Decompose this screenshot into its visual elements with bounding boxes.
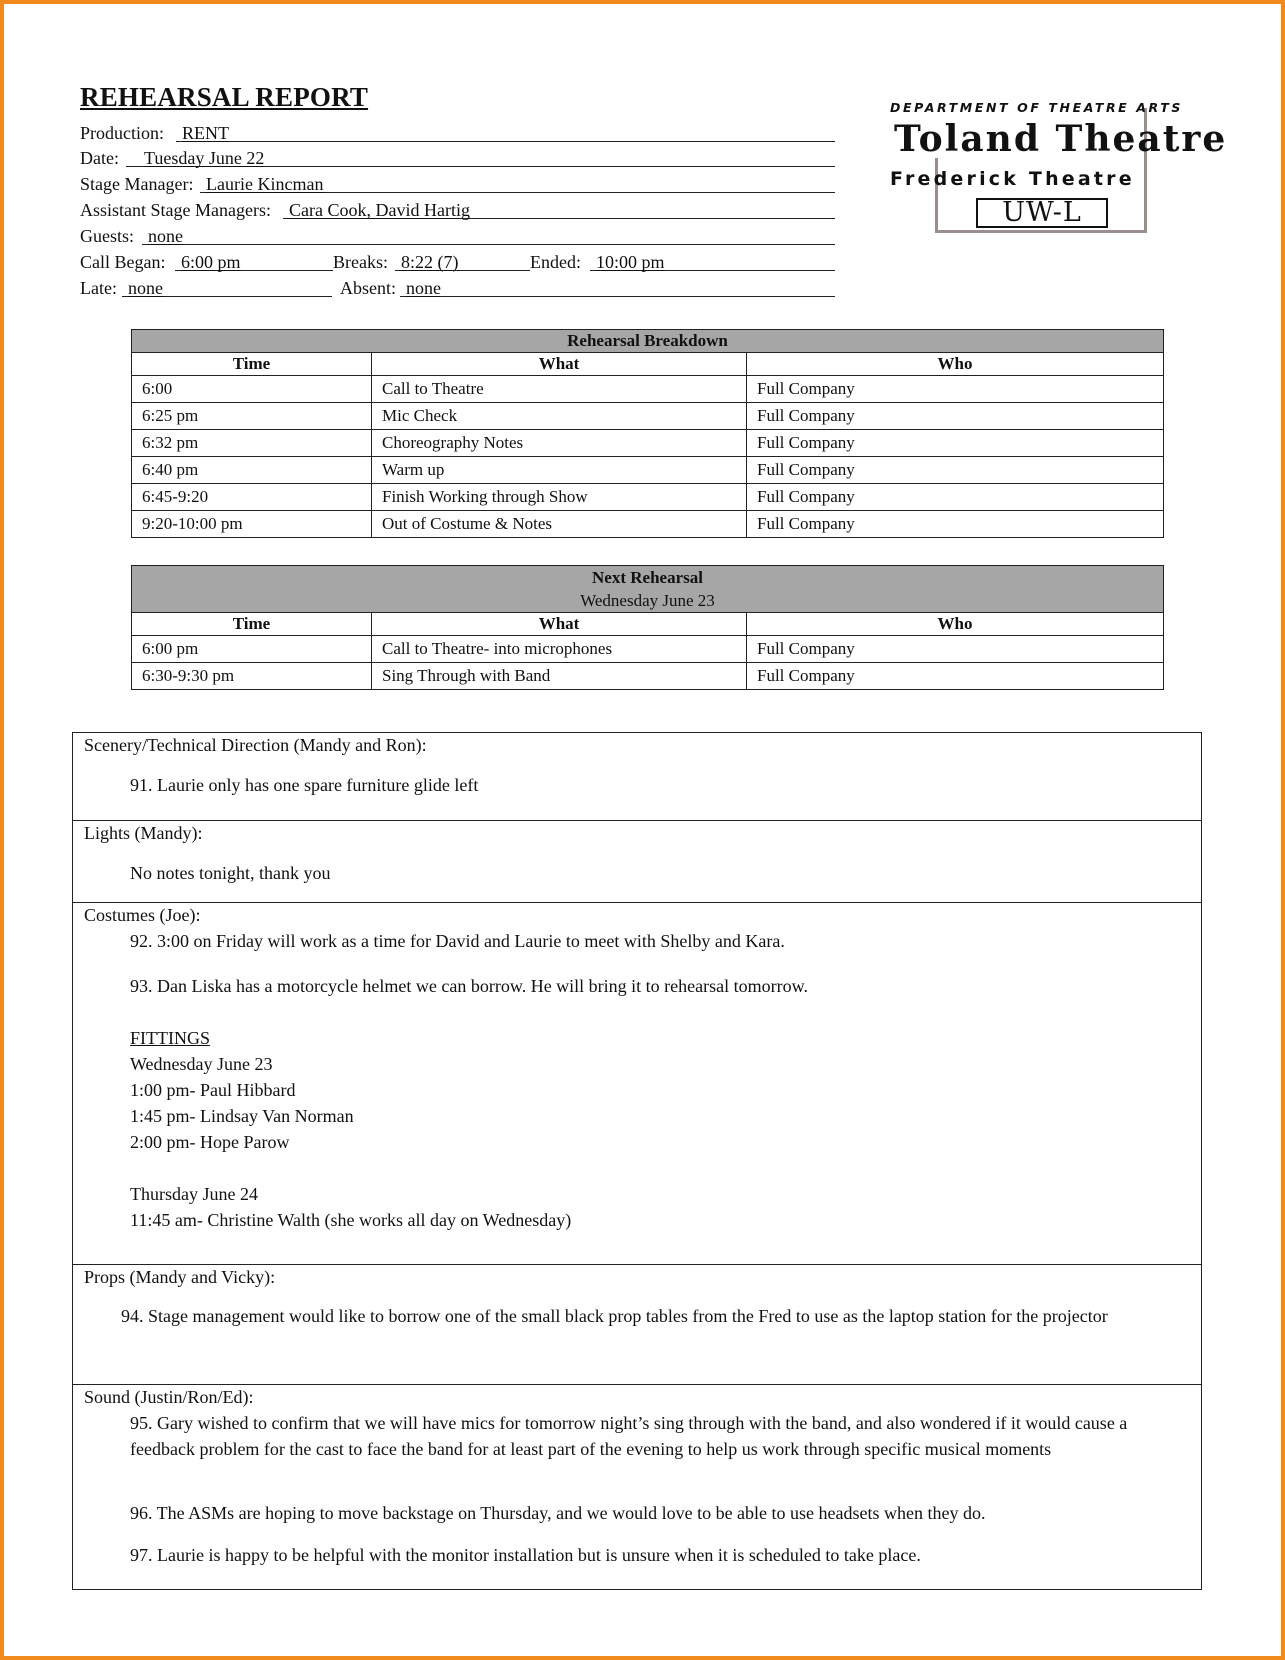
logo-toland-theatre: Toland Theatre [894,118,1228,160]
fittings-thursday: Thursday June 24 [130,1184,258,1204]
ended-field: 10:00 pm [590,250,835,271]
next-rehearsal-table [131,565,1164,690]
cell-time: 6:40 pm [132,457,372,484]
table-row [132,430,1164,457]
fitting-3: 2:00 pm- Hope Parow [130,1132,290,1152]
cell-time: 6:00 pm [132,636,372,663]
logo-department: DEPARTMENT OF THEATRE ARTS [890,100,1183,115]
breakdown-header-time: Time [132,353,372,376]
cell-who: Full Company [747,663,1164,690]
lights-note: No notes tonight, thank you [130,863,331,883]
absent-field: none [400,276,835,297]
costumes-heading: Costumes (Joe): [84,905,201,925]
logo-uwl: UW-L [976,198,1108,228]
fitting-1: 1:00 pm- Paul Hibbard [130,1080,296,1100]
late-label: Late: [80,278,117,298]
props-section [73,1264,1201,1384]
next-header-what: What [372,613,747,636]
production-line [80,121,835,146]
next-header-who: Who [747,613,1164,636]
sound-section [73,1384,1201,1589]
table-row [132,663,1164,690]
fitting-4: 11:45 am- Christine Walth (she works all day on Wednesday) [130,1210,572,1230]
cell-what: Call to Theatre- into microphones [372,636,747,663]
cell-time: 6:00 [132,376,372,403]
stage-manager-label: Stage Manager: [80,174,194,194]
table-row [132,636,1164,663]
note-94: 94. Stage management would like to borrow one of the small black prop tables from the Fred to use as the laptop station for the projector [121,1306,1108,1326]
guests-field: none [142,224,835,245]
date-line [80,146,835,171]
breakdown-header-what: What [372,353,747,376]
cell-who: Full Company [747,511,1164,538]
note-96: 96. The ASMs are hoping to move backstage on Thursday, and we would love to be able to use headsets when they do. [130,1503,986,1523]
stage-manager-field: Laurie Kincman [200,172,835,193]
late-field: none [122,276,332,297]
note-93: 93. Dan Liska has a motorcycle helmet we can borrow. He will bring it to rehearsal tomorrow. [130,976,808,996]
breakdown-title: Rehearsal Breakdown [132,330,1164,353]
cell-time: 6:30-9:30 pm [132,663,372,690]
cell-who: Full Company [747,636,1164,663]
cell-time: 9:20-10:00 pm [132,511,372,538]
cell-who: Full Company [747,376,1164,403]
cell-what: Warm up [372,457,747,484]
next-header-time: Time [132,613,372,636]
absent-label: Absent: [340,278,396,298]
table-row [132,457,1164,484]
scenery-section [73,733,1201,820]
guests-line [80,224,835,249]
production-field: RENT [176,121,835,142]
fittings-wednesday: Wednesday June 23 [130,1054,273,1074]
cell-who: Full Company [747,484,1164,511]
cell-who: Full Company [747,457,1164,484]
guests-label: Guests: [80,226,134,246]
next-rehearsal-banner [132,566,1164,613]
table-row [132,376,1164,403]
cell-what: Call to Theatre [372,376,747,403]
note-97: 97. Laurie is happy to be helpful with the monitor installation but is unsure when it is scheduled to take place. [130,1545,921,1565]
next-rehearsal-date: Wednesday June 23 [580,591,715,610]
production-label: Production: [80,123,164,143]
asm-line [80,198,835,223]
fitting-2: 1:45 pm- Lindsay Van Norman [130,1106,354,1126]
cell-what: Finish Working through Show [372,484,747,511]
note-95: 95. Gary wished to confirm that we will have mics for tomorrow night’s sing through with the band, and also wondered if it would cause a feedback problem for the cast to face the band for at least part of the evening to help us work through specific musical moments [130,1413,1128,1459]
props-heading: Props (Mandy and Vicky): [84,1267,276,1287]
report-title: REHEARSAL REPORT [80,82,369,112]
asm-field: Cara Cook, David Hartig [283,198,835,219]
breakdown-header-who: Who [747,353,1164,376]
lights-heading: Lights (Mandy): [84,823,203,843]
costumes-section [73,902,1201,1264]
date-label: Date: [80,148,119,168]
attendance-line [80,276,835,301]
breaks-field: 8:22 (7) [395,250,530,271]
rehearsal-breakdown-table [131,329,1164,538]
call-line [80,250,835,275]
note-92: 92. 3:00 on Friday will work as a time for David and Laurie to meet with Shelby and Kara. [130,931,785,951]
table-row [132,403,1164,430]
logo-frederick-theatre: Frederick Theatre [890,168,1135,190]
lights-section [73,820,1201,902]
cell-who: Full Company [747,403,1164,430]
department-notes [72,732,1202,1590]
call-field: 6:00 pm [175,250,333,271]
call-label: Call Began: [80,252,166,272]
logo-frame-bottom [935,230,1147,233]
cell-what: Out of Costume & Notes [372,511,747,538]
sound-heading: Sound (Justin/Ron/Ed): [84,1387,254,1407]
scenery-heading: Scenery/Technical Direction (Mandy and Ron): [84,735,427,755]
cell-time: 6:25 pm [132,403,372,430]
cell-what: Choreography Notes [372,430,747,457]
ended-label: Ended: [530,252,581,272]
asm-label: Assistant Stage Managers: [80,200,271,220]
breaks-label: Breaks: [333,252,388,272]
theatre-logo [886,96,1228,246]
date-field: Tuesday June 22 [126,146,835,167]
stage-manager-line [80,172,835,197]
note-91: 91. Laurie only has one spare furniture glide left [130,775,479,795]
next-rehearsal-title: Next Rehearsal [592,568,703,587]
cell-what: Mic Check [372,403,747,430]
cell-what: Sing Through with Band [372,663,747,690]
table-row [132,511,1164,538]
cell-time: 6:32 pm [132,430,372,457]
cell-who: Full Company [747,430,1164,457]
fittings-heading: FITTINGS [130,1028,210,1048]
table-row [132,484,1164,511]
cell-time: 6:45-9:20 [132,484,372,511]
